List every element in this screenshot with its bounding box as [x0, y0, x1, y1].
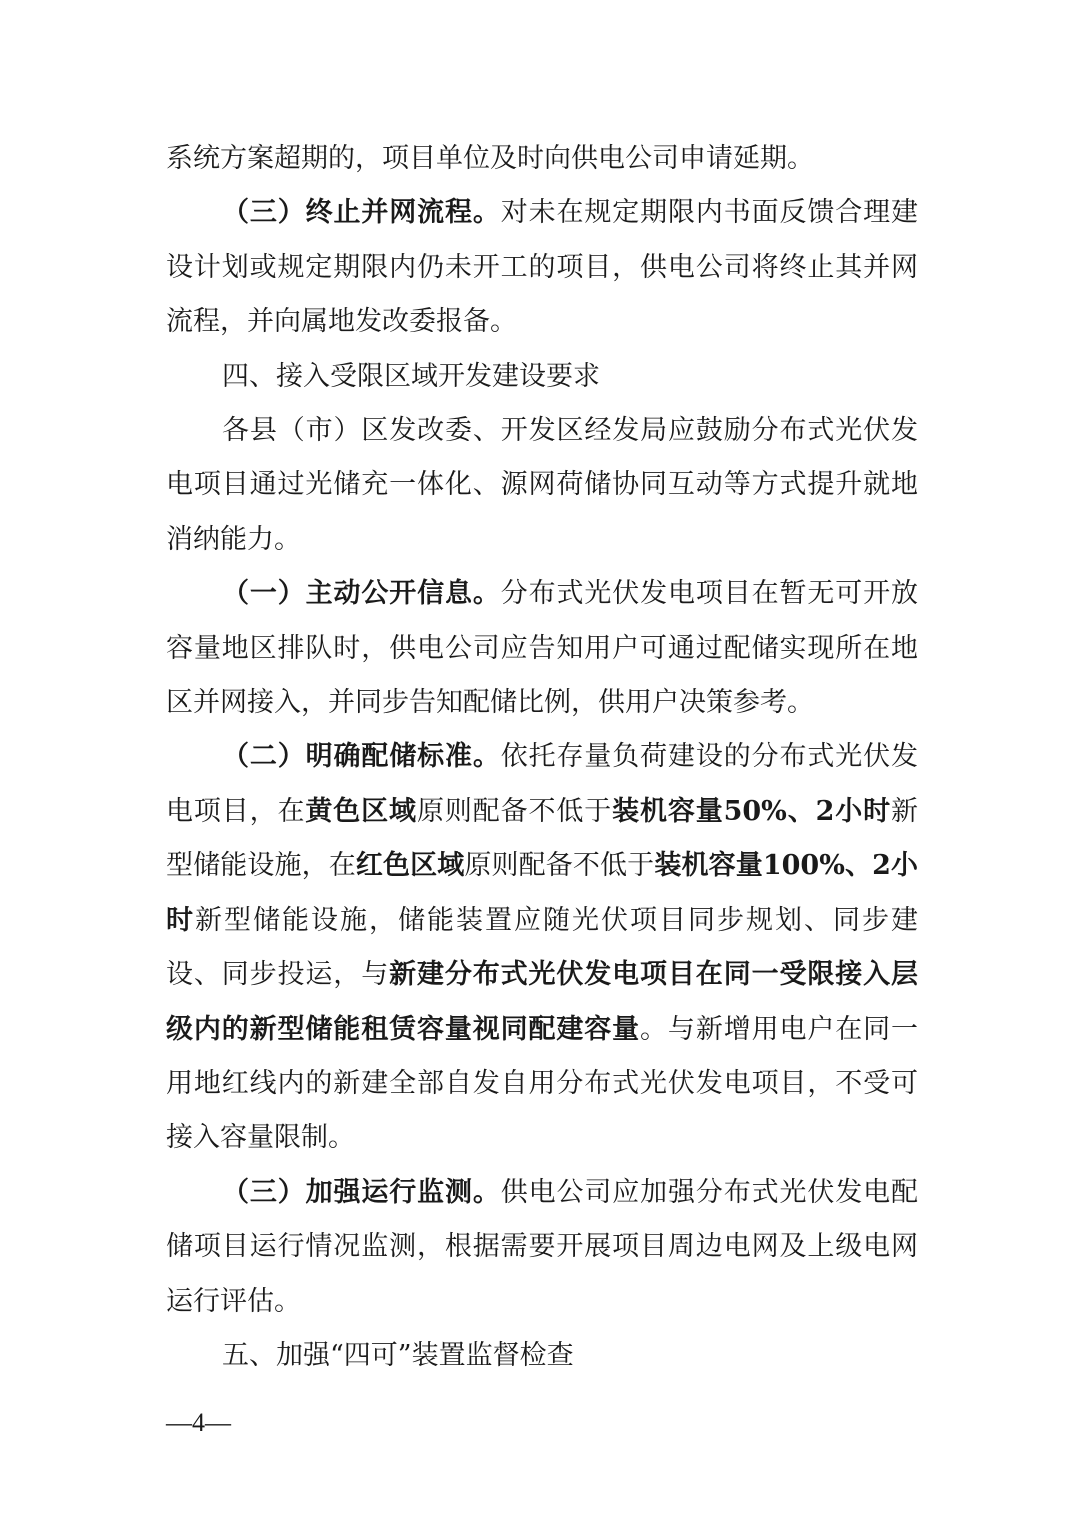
paragraph-text: 对未在规定期限内书面反馈合理建设计划或规定期限内仍未开工的项目，供电公司将终止其并网流程，并向属地发改委报备。 — [166, 197, 918, 338]
paragraph-text: 系统方案超期的，项目单位及时向供电公司申请延期。 — [166, 143, 814, 174]
paragraph-text-segment: 依托存量负荷建设的分布式光伏发电项目，在 — [166, 741, 918, 827]
paragraph-text: 各县（市）区发改委、开发区经发局应鼓励分布式光伏发电项目通过光储充一体化、源网荷储协同互动等方式提升就地消纳能力。 — [166, 415, 918, 555]
paragraph-text: 供电公司应加强分布式光伏发电配储项目运行情况监测，根据需要开展项目周边电网及上级电网运行评估。 — [166, 1176, 918, 1317]
paragraph-text-segment: 新型储能设施，在 — [166, 795, 919, 882]
emphasis-red-zone: 红色区域 — [355, 850, 465, 882]
section-heading-4 — [166, 350, 918, 404]
emphasis-yellow-zone: 黄色区域 — [305, 795, 417, 827]
section-heading-text: 四、接入受限区域开发建设要求 — [222, 360, 600, 392]
emphasis-capacity-50: 装机容量50%、2小时 — [612, 795, 892, 827]
paragraph-text: 分布式光伏发电项目在暂无可开放容量地区排队时，供电公司应告知用户可通过配储实现所在地区并网接入，并同步告知配储比例，供用户决策参考。 — [166, 578, 918, 719]
paragraph-text-segment: 原则配备不低于 — [416, 795, 613, 827]
paragraph-lead-heading: （一）主动公开信息。 — [222, 578, 501, 610]
paragraph-lead-heading: （三）加强运行监测。 — [222, 1176, 501, 1208]
paragraph-terminate-grid-process — [166, 186, 918, 349]
paragraph-lead-heading: （二）明确配储标准。 — [222, 741, 501, 773]
paragraph-lead-heading: （三）终止并网流程。 — [222, 197, 501, 229]
emphasis-leased-storage: 新建分布式光伏发电项目在同一受限接入层级内的新型储能租赁容量视同配建容量 — [166, 959, 919, 1045]
emphasis-capacity-100: 装机容量100%、2小时 — [166, 850, 919, 936]
paragraph-operation-monitoring — [166, 1166, 918, 1329]
paragraph-text-segment: 原则配备不低于 — [464, 850, 655, 882]
page-number: —4— — [166, 1408, 231, 1437]
paragraph-text-segment: 新型储能设施，储能装置应随光伏项目同步规划、同步建设、同步投运，与 — [166, 904, 918, 991]
paragraph-continuation — [166, 132, 918, 186]
document-body — [166, 132, 918, 1383]
paragraph-storage-standard — [166, 730, 918, 1165]
paragraph-section-4-intro — [166, 404, 918, 567]
paragraph-text-segment: 。与新增用电户在同一用地红线内的新建全部自发自用分布式光伏发电项目，不受可接入容量限制。 — [166, 1013, 919, 1154]
section-heading-5 — [166, 1329, 918, 1383]
paragraph-disclose-information — [166, 567, 918, 730]
section-heading-text: 五、加强“四可”装置监督检查 — [222, 1339, 574, 1371]
